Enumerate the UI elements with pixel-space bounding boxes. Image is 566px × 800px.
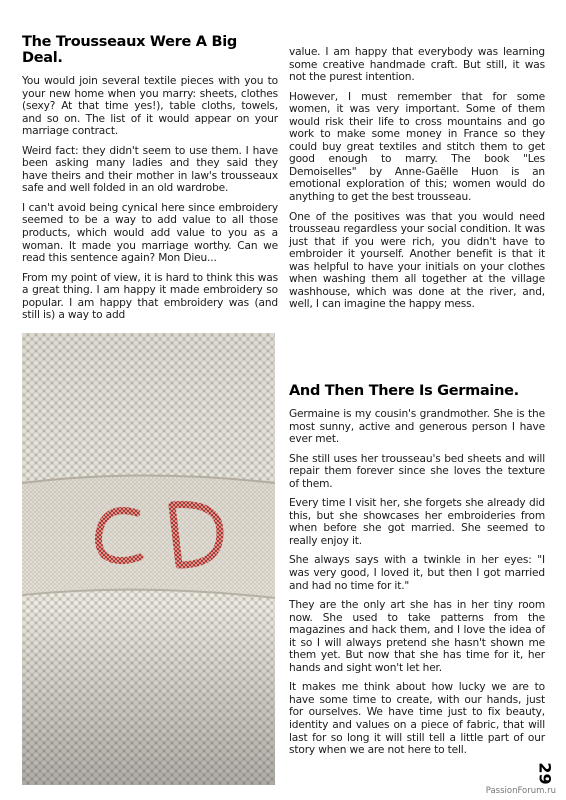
section1-paragraph: Weird fact: they didn't seem to use them. I have been asking many ladies and they said they have theirs and their mother in law's trousseaux safe and well folded in an old wardrobe. (22, 144, 278, 195)
section1-right-column (289, 46, 545, 318)
section2-paragraph: They are the only art she has in her tiny room now. She used to take patterns from the magazines and hack them, and I love the idea of it so I will always pretend she hasn't shown me them yet. But now that she has time for it, her hands and sight won't let her. (289, 599, 545, 674)
section1-paragraph: However, I must remember that for some women, it was very important. Some of them would risk their life to cross mountains and go work to make some money in France so they could buy great textiles and stitch them to get good enough to marry. The book "Les Demoiselles" by Anne-Gaëlle Huon is an emotional exploration of this; women would do anything to get the best trousseau. (289, 90, 545, 204)
section1-paragraph: value. I am happy that everybody was learning some creative handmade craft. But still, it was not the purest intention. (289, 46, 545, 84)
section1-paragraph: I can't avoid being cynical here since embroidery seemed to be a way to add value to all those products, which would add value to you as a woman. It made you marriage worthy. Can we read this sentence again? Mon Dieu... (22, 201, 278, 265)
section1-paragraph: One of the positives was that you would need trousseau regardless your social condition. It was just that if you were rich, you didn't have to embroider it yourself. Another benefit is that it was helpful to have your initials on your clothes when washing them all together at the village washhouse, which was done at the river, and, well, I can imagine the happy mess. (289, 210, 545, 311)
section1-paragraph: You would join several textile pieces with you to your new home when you marry: sheets, clothes (sexy? At that time yes!), table cloths, towels, and so on. The list of it would appear on your marriage contract. (22, 75, 278, 138)
section2-paragraph: It makes me think about how lucky we are to have some time to create, with our hands, just for ourselves. We have time just to fix beauty, identity and values on a piece of fabric, that will last for so long it will still tell a little part of our story when we are not here to tell. (289, 681, 545, 757)
section2-title: And Then There Is Germaine. (289, 383, 519, 399)
section2-paragraph: Germaine is my cousin's grandmother. She is the most sunny, active and generous person I have ever met. (289, 408, 545, 446)
section2-column (289, 383, 545, 764)
embroidered-towel-photo (22, 333, 275, 785)
section2-paragraph: She always says with a twinkle in her eyes: "I was very good, I loved it, but then I got married and had no time for it." (289, 554, 545, 592)
section1-left-column (22, 34, 278, 329)
watermark: PassionForum.ru (485, 786, 556, 796)
section1-title: The Trousseaux Were A Big Deal. (22, 34, 237, 66)
section1-paragraph: From my point of view, it is hard to think this was a great thing. I am happy it made embroidery so popular. I am happy that embroidery was (and still is) a way to add (22, 271, 278, 322)
page-number: 29 (535, 762, 555, 785)
section2-paragraph: Every time I visit her, she forgets she already did this, but she showcases her embroideries from when before she got married. She seemed to really enjoy it. (289, 497, 545, 547)
section2-paragraph: She still uses her trousseau's bed sheets and will repair them forever since she loves the texture of them. (289, 452, 545, 490)
